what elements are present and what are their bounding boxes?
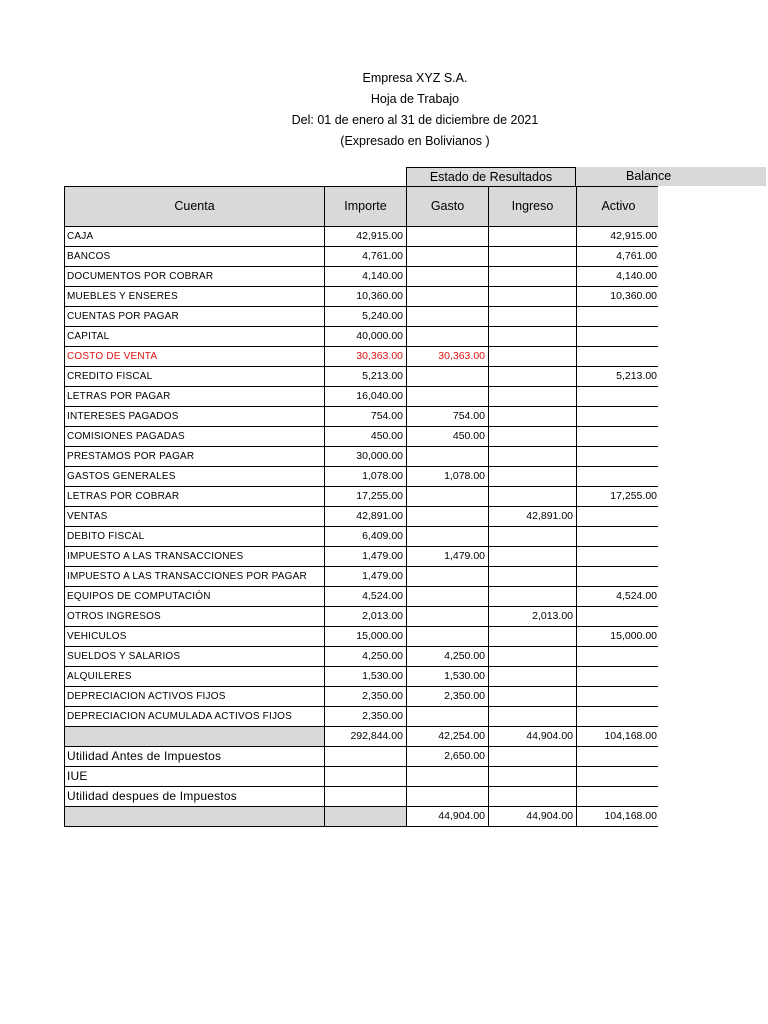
ingreso-cell: [489, 707, 577, 727]
table-row: [65, 267, 659, 287]
importe-cell: 1,078.00: [325, 467, 407, 487]
activo-cell: [577, 607, 659, 627]
account-name: VENTAS: [65, 507, 325, 527]
activo-cell: [577, 507, 659, 527]
total-activo: 104,168.00: [577, 727, 659, 747]
importe-cell: 40,000.00: [325, 327, 407, 347]
activo-cell: 4,524.00: [577, 587, 659, 607]
final-total-ingreso: 44,904.00: [489, 807, 577, 827]
gasto-cell: 1,479.00: [407, 547, 489, 567]
account-name: LETRAS POR COBRAR: [65, 487, 325, 507]
total-ingreso: 44,904.00: [489, 727, 577, 747]
gasto-cell: [407, 507, 489, 527]
summary-activo: [577, 747, 659, 767]
summary-gasto: 2,650.00: [407, 747, 489, 767]
activo-cell: [577, 427, 659, 447]
gasto-cell: [407, 307, 489, 327]
summary-row: [65, 767, 659, 787]
activo-cell: 17,255.00: [577, 487, 659, 507]
gasto-cell: [407, 367, 489, 387]
table-row: [65, 247, 659, 267]
table-row: [65, 387, 659, 407]
ingreso-cell: 2,013.00: [489, 607, 577, 627]
ingreso-cell: [489, 227, 577, 247]
gasto-cell: 1,078.00: [407, 467, 489, 487]
importe-cell: 6,409.00: [325, 527, 407, 547]
table-row: [65, 647, 659, 667]
ingreso-cell: [489, 327, 577, 347]
ingreso-cell: [489, 267, 577, 287]
table-row: [65, 427, 659, 447]
importe-cell: 17,255.00: [325, 487, 407, 507]
summary-activo: [577, 787, 659, 807]
table-row: [65, 527, 659, 547]
ingreso-cell: [489, 467, 577, 487]
activo-cell: 5,213.00: [577, 367, 659, 387]
table-row: [65, 607, 659, 627]
gasto-cell: 1,530.00: [407, 667, 489, 687]
gasto-cell: [407, 447, 489, 467]
table-row: [65, 447, 659, 467]
ingreso-cell: [489, 687, 577, 707]
activo-cell: [577, 707, 659, 727]
table-row: [65, 587, 659, 607]
activo-cell: [577, 307, 659, 327]
importe-cell: 450.00: [325, 427, 407, 447]
summary-row: [65, 787, 659, 807]
activo-cell: [577, 687, 659, 707]
importe-cell: 4,250.00: [325, 647, 407, 667]
activo-cell: [577, 567, 659, 587]
gasto-cell: 2,350.00: [407, 687, 489, 707]
gasto-cell: [407, 387, 489, 407]
final-label-cell: [65, 807, 325, 827]
gasto-cell: [407, 527, 489, 547]
account-name: DEBITO FISCAL: [65, 527, 325, 547]
ingreso-cell: [489, 427, 577, 447]
account-name: GASTOS GENERALES: [65, 467, 325, 487]
activo-cell: 4,140.00: [577, 267, 659, 287]
summary-gasto: [407, 767, 489, 787]
account-name: EQUIPOS DE COMPUTACIÓN: [65, 587, 325, 607]
account-name: CAPITAL: [65, 327, 325, 347]
final-total-activo: 104,168.00: [577, 807, 659, 827]
totals-row: [65, 727, 659, 747]
importe-cell: 10,360.00: [325, 287, 407, 307]
table-row: [65, 547, 659, 567]
summary-ingreso: [489, 767, 577, 787]
activo-cell: [577, 347, 659, 367]
importe-cell: 30,000.00: [325, 447, 407, 467]
activo-cell: [577, 407, 659, 427]
group-balance-label: Balance: [626, 169, 672, 183]
group-estado-resultados: Estado de Resultados: [406, 167, 576, 186]
account-name: MUEBLES Y ENSERES: [65, 287, 325, 307]
table-row: [65, 467, 659, 487]
ingreso-cell: [489, 287, 577, 307]
account-name: BANCOS: [65, 247, 325, 267]
importe-cell: 1,479.00: [325, 567, 407, 587]
activo-cell: 10,360.00: [577, 287, 659, 307]
ingreso-cell: [489, 367, 577, 387]
col-header-gasto: Gasto: [407, 187, 489, 227]
activo-cell: [577, 447, 659, 467]
gasto-cell: [407, 627, 489, 647]
table-row: [65, 627, 659, 647]
importe-cell: 2,013.00: [325, 607, 407, 627]
summary-row: [65, 747, 659, 767]
activo-cell: [577, 467, 659, 487]
column-header-row: [65, 187, 659, 227]
col-header-cuenta: Cuenta: [65, 187, 325, 227]
account-name: ALQUILERES: [65, 667, 325, 687]
table-row: [65, 367, 659, 387]
importe-cell: 2,350.00: [325, 707, 407, 727]
importe-cell: 5,213.00: [325, 367, 407, 387]
gasto-cell: 4,250.00: [407, 647, 489, 667]
final-importe-cell: [325, 807, 407, 827]
account-name: DOCUMENTOS POR COBRAR: [65, 267, 325, 287]
importe-cell: 2,350.00: [325, 687, 407, 707]
account-name: CAJA: [65, 227, 325, 247]
importe-cell: 5,240.00: [325, 307, 407, 327]
account-name: OTROS INGRESOS: [65, 607, 325, 627]
summary-activo: [577, 767, 659, 787]
table-row: [65, 327, 659, 347]
table-row: [65, 567, 659, 587]
activo-cell: [577, 387, 659, 407]
activo-cell: [577, 667, 659, 687]
table-row: [65, 347, 659, 367]
importe-cell: 4,140.00: [325, 267, 407, 287]
table-row: [65, 507, 659, 527]
totals-label-cell: [65, 727, 325, 747]
ingreso-cell: [489, 667, 577, 687]
account-name: CREDITO FISCAL: [65, 367, 325, 387]
ingreso-cell: [489, 407, 577, 427]
gasto-cell: [407, 247, 489, 267]
gasto-cell: 450.00: [407, 427, 489, 447]
gasto-cell: 30,363.00: [407, 347, 489, 367]
report-period: Del: 01 de enero al 31 de diciembre de 2021: [291, 113, 539, 127]
account-name: IMPUESTO A LAS TRANSACCIONES: [65, 547, 325, 567]
account-name: LETRAS POR PAGAR: [65, 387, 325, 407]
summary-ingreso: [489, 747, 577, 767]
importe-cell: 754.00: [325, 407, 407, 427]
activo-cell: [577, 327, 659, 347]
ingreso-cell: [489, 247, 577, 267]
gasto-cell: 754.00: [407, 407, 489, 427]
account-name: CUENTAS POR PAGAR: [65, 307, 325, 327]
gasto-cell: [407, 487, 489, 507]
gasto-cell: [407, 607, 489, 627]
col-header-activo: Activo: [577, 187, 659, 227]
gasto-cell: [407, 567, 489, 587]
importe-cell: 42,915.00: [325, 227, 407, 247]
activo-cell: [577, 547, 659, 567]
ingreso-cell: [489, 567, 577, 587]
gasto-cell: [407, 327, 489, 347]
worksheet-table: [64, 186, 658, 827]
account-name: COSTO DE VENTA: [65, 347, 325, 367]
importe-cell: 16,040.00: [325, 387, 407, 407]
importe-cell: 4,761.00: [325, 247, 407, 267]
table-row: [65, 487, 659, 507]
final-total-gasto: 44,904.00: [407, 807, 489, 827]
summary-importe: [325, 747, 407, 767]
table-row: [65, 407, 659, 427]
ingreso-cell: [489, 387, 577, 407]
summary-ingreso: [489, 787, 577, 807]
ingreso-cell: [489, 547, 577, 567]
account-name: DEPRECIACION ACUMULADA ACTIVOS FIJOS: [65, 707, 325, 727]
table-row: [65, 707, 659, 727]
summary-label: Utilidad despues de Impuestos: [65, 787, 325, 807]
ingreso-cell: 42,891.00: [489, 507, 577, 527]
account-name: VEHICULOS: [65, 627, 325, 647]
activo-cell: 4,761.00: [577, 247, 659, 267]
ingreso-cell: [489, 307, 577, 327]
company-name: Empresa XYZ S.A.: [362, 71, 468, 85]
summary-label: Utilidad Antes de Impuestos: [65, 747, 325, 767]
importe-cell: 42,891.00: [325, 507, 407, 527]
gasto-cell: [407, 287, 489, 307]
account-name: IMPUESTO A LAS TRANSACCIONES POR PAGAR: [65, 567, 325, 587]
ingreso-cell: [489, 347, 577, 367]
ingreso-cell: [489, 447, 577, 467]
ingreso-cell: [489, 527, 577, 547]
account-name: DEPRECIACION ACTIVOS FIJOS: [65, 687, 325, 707]
summary-label: IUE: [65, 767, 325, 787]
summary-gasto: [407, 787, 489, 807]
final-totals-row: [65, 807, 659, 827]
importe-cell: 1,479.00: [325, 547, 407, 567]
gasto-cell: [407, 707, 489, 727]
table-row: [65, 687, 659, 707]
summary-importe: [325, 767, 407, 787]
activo-cell: 42,915.00: [577, 227, 659, 247]
total-importe: 292,844.00: [325, 727, 407, 747]
table-row: [65, 287, 659, 307]
importe-cell: 30,363.00: [325, 347, 407, 367]
activo-cell: [577, 647, 659, 667]
importe-cell: 15,000.00: [325, 627, 407, 647]
ingreso-cell: [489, 487, 577, 507]
summary-importe: [325, 787, 407, 807]
gasto-cell: [407, 227, 489, 247]
col-header-ingreso: Ingreso: [489, 187, 577, 227]
table-row: [65, 307, 659, 327]
activo-cell: 15,000.00: [577, 627, 659, 647]
col-header-importe: Importe: [325, 187, 407, 227]
table-row: [65, 227, 659, 247]
ingreso-cell: [489, 647, 577, 667]
importe-cell: 4,524.00: [325, 587, 407, 607]
table-row: [65, 667, 659, 687]
ingreso-cell: [489, 627, 577, 647]
gasto-cell: [407, 267, 489, 287]
ingreso-cell: [489, 587, 577, 607]
report-header: [0, 68, 768, 152]
importe-cell: 1,530.00: [325, 667, 407, 687]
worksheet-viewport: [64, 186, 658, 846]
activo-cell: [577, 527, 659, 547]
total-gasto: 42,254.00: [407, 727, 489, 747]
account-name: SUELDOS Y SALARIOS: [65, 647, 325, 667]
gasto-cell: [407, 587, 489, 607]
group-balance: [576, 167, 766, 186]
account-name: PRESTAMOS POR PAGAR: [65, 447, 325, 467]
account-name: COMISIONES PAGADAS: [65, 427, 325, 447]
report-currency: (Expresado en Bolivianos ): [340, 134, 490, 148]
report-title: Hoja de Trabajo: [370, 92, 460, 106]
account-name: INTERESES PAGADOS: [65, 407, 325, 427]
